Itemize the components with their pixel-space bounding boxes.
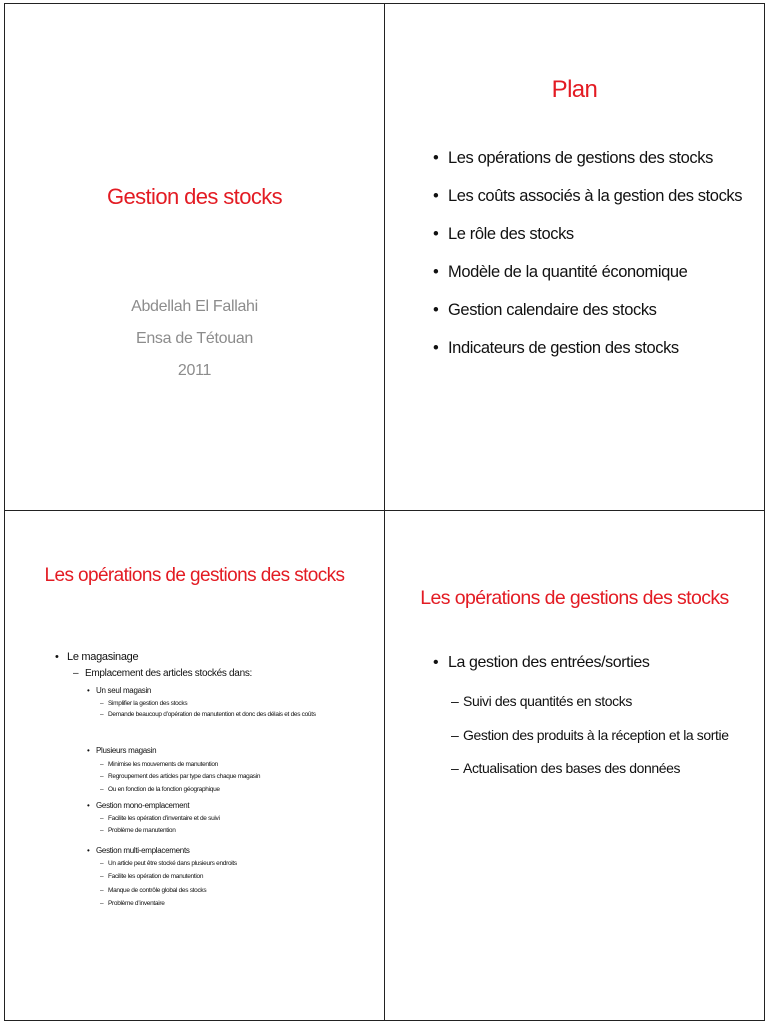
bullet-icon: •: [433, 654, 439, 671]
plan-item: [433, 145, 742, 183]
plan-item: [433, 221, 742, 259]
dash-icon: –: [451, 693, 459, 709]
plan-item: [433, 335, 742, 373]
bullet-icon: •: [87, 846, 90, 855]
group-item: Regroupement des articles par type dans chaque magasin: [108, 773, 261, 780]
slide-plan: [384, 3, 765, 511]
dash-icon: –: [100, 900, 104, 907]
plan-item-label: Modèle de la quantité économique: [448, 263, 688, 281]
plan-item: [433, 183, 742, 221]
bullet-icon: •: [87, 746, 90, 755]
bullet-icon: •: [433, 187, 439, 205]
school-name: Ensa de Tétouan: [135, 330, 254, 347]
sub-item: Suivi des quantités en stocks: [463, 693, 632, 709]
dash-icon: –: [100, 711, 104, 718]
group-label: Gestion multi-emplacements: [96, 846, 190, 855]
slide-title-subtitle: [5, 291, 384, 387]
plan-item-label: Indicateurs de gestion des stocks: [448, 339, 679, 357]
dash-icon: –: [100, 815, 104, 822]
main-item: La gestion des entrées/sorties: [448, 654, 650, 671]
dash-icon: –: [100, 887, 104, 894]
sub-item: Actualisation des bases des données: [463, 760, 681, 776]
dash-icon: –: [100, 761, 104, 768]
bullet-icon: •: [87, 686, 90, 695]
slide-title-heading: Gestion des stocks: [106, 184, 283, 209]
level2-item: Emplacement des articles stockés dans:: [85, 668, 253, 679]
group-item: Simplifier la gestion des stocks: [108, 700, 188, 707]
dash-icon: –: [100, 700, 104, 707]
dash-icon: –: [451, 760, 459, 776]
group-item: Demande beaucoup d’opération de manutention et donc des délais et des coûts: [108, 711, 316, 718]
dash-icon: –: [100, 873, 104, 880]
group-item: Minimise les mouvements de manutention: [108, 761, 218, 768]
level1-item: Le magasinage: [67, 651, 139, 663]
bullet-icon: •: [433, 225, 439, 243]
group-item: Un article peut être stocké dans plusieurs endroits: [108, 860, 237, 867]
bullet-icon: •: [433, 339, 439, 357]
group-label: Gestion mono-emplacement: [96, 801, 190, 810]
bullet-icon: •: [433, 301, 439, 319]
sub-item: Gestion des produits à la réception et la sortie: [463, 727, 729, 743]
plan-item-label: Gestion calendaire des stocks: [448, 301, 657, 319]
group-item: Problème d’inventaire: [108, 900, 165, 907]
group-item: Facilite les opération de manutention: [108, 873, 204, 880]
bullet-icon: •: [55, 651, 59, 663]
bullet-icon: •: [87, 801, 90, 810]
slide-entrees-heading: Les opérations de gestions des stocks: [420, 587, 729, 609]
plan-item-label: Les opérations de gestions des stocks: [448, 149, 713, 167]
dash-icon: –: [451, 727, 459, 743]
plan-list: [433, 145, 742, 373]
dash-icon: –: [73, 668, 79, 679]
slide-operations-heading: Les opérations de gestions des stocks: [44, 565, 345, 586]
slide-plan-heading: Plan: [551, 76, 598, 103]
dash-icon: –: [100, 786, 104, 793]
slide-entrees-sorties: [384, 510, 765, 1021]
group-label: Plusieurs magasin: [96, 746, 157, 755]
plan-item-label: Le rôle des stocks: [448, 225, 574, 243]
dash-icon: –: [100, 827, 104, 834]
plan-item-label: Les coûts associés à la gestion des stocks: [448, 187, 743, 205]
plan-item: [433, 297, 742, 335]
slide-operations-detail: [4, 510, 385, 1021]
dash-icon: –: [100, 860, 104, 867]
group-item: Manque de contrôle global des stocks: [108, 887, 207, 894]
group-label: Un seul magasin: [96, 686, 152, 695]
group-item: Facilite les opération d’inventaire et de suivi: [108, 815, 220, 822]
bullet-icon: •: [433, 263, 439, 281]
group-item: Ou en fonction de la fonction géographique: [108, 786, 220, 793]
year: 2011: [177, 362, 212, 379]
bullet-icon: •: [433, 149, 439, 167]
author-name: Abdellah El Fallahi: [131, 298, 258, 315]
plan-item: [433, 259, 742, 297]
slide-title: [4, 3, 385, 511]
group-item: Problème de manutention: [108, 827, 176, 834]
dash-icon: –: [100, 773, 104, 780]
